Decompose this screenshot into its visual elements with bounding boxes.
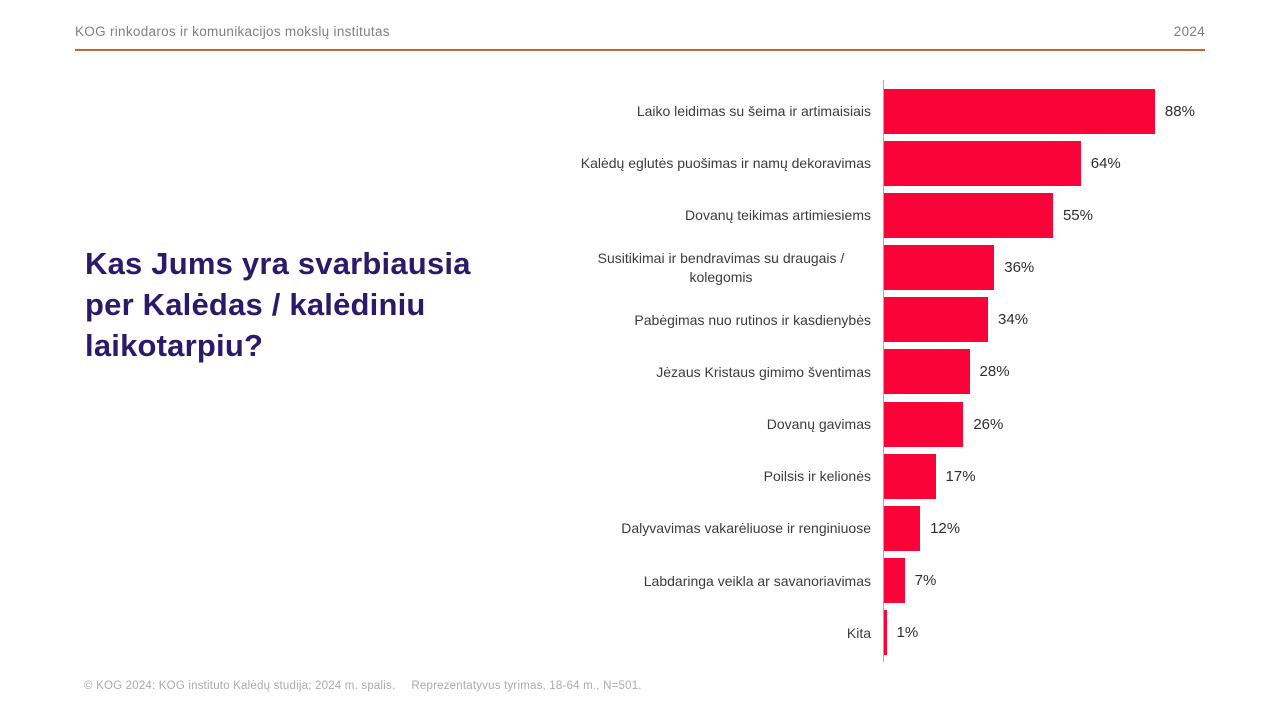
category-label: Kalėdų eglutės puošimas ir namų dekoravimas [580,155,871,172]
bar [883,402,963,447]
category-label-cell [558,363,883,381]
category-label-cell [558,154,883,172]
chart-row [558,607,1218,659]
chart-row [558,502,1218,554]
chart-row [558,555,1218,607]
category-label: Jėzaus Kristaus gimimo šventimas [656,363,871,380]
category-label-cell [558,206,883,224]
chart-row [558,398,1218,450]
bar [883,141,1081,186]
category-label: Kita [846,624,871,641]
chart-row [558,346,1218,398]
bar [883,245,994,290]
value-label: 36% [1004,259,1035,277]
category-label-cell [558,102,883,120]
category-label-cell [558,311,883,329]
bar-chart [558,85,1218,659]
chart-row [558,242,1218,294]
bar [883,89,1155,134]
bar-area [883,294,1218,346]
value-label: 64% [1090,154,1121,172]
value-label: 88% [1164,102,1195,120]
category-label: Poilsis ir kelionės [763,468,871,485]
category-label-cell [558,572,883,590]
category-label: Laiko leidimas su šeima ir artimaisiais [636,102,871,119]
footer [84,680,642,692]
header-rule [75,49,1205,51]
category-label-cell [558,519,883,537]
category-label-cell [558,467,883,485]
axis-line [883,80,884,662]
value-label: 34% [998,311,1029,329]
value-label: 28% [979,363,1010,381]
chart-title: Kas Jums yra svarbiausia per Kalėdas / kalėdiniu laikotarpiu? [85,246,471,364]
footer-sample-label: Reprezentatyvus tyrimas, 18-64 m., N=501. [411,680,642,692]
bar [883,454,936,499]
bar-area [883,607,1218,659]
value-label: 26% [973,415,1004,433]
value-label: 55% [1062,206,1093,224]
value-label: 12% [930,519,961,537]
value-label: 17% [945,467,976,485]
category-label-cell [558,415,883,433]
bar-area [883,502,1218,554]
bar [883,349,970,394]
footer-source-label: © KOG 2024: KOG instituto Kalėdų studija; 2024 m. spalis. [84,680,396,692]
category-label-cell [558,249,883,285]
value-label: 7% [914,572,937,590]
bar-area [883,346,1218,398]
category-label: Dovanų teikimas artimiesiems [685,207,871,224]
bar-area [883,137,1218,189]
bar-area [883,85,1218,137]
bar-area [883,189,1218,241]
bar [883,506,920,551]
category-label: Dalyvavimas vakarėliuose ir renginiuose [621,520,871,537]
chart-row [558,450,1218,502]
chart-row [558,85,1218,137]
chart-row [558,294,1218,346]
bar-area [883,398,1218,450]
bar-area [883,242,1218,294]
category-label: Pabėgimas nuo rutinos ir kasdienybės [634,311,871,328]
category-label-cell [558,624,883,642]
bar-area [883,555,1218,607]
category-label: Susitikimai ir bendravimas su draugais / kolegomis [597,250,845,285]
bar [883,297,988,342]
category-label: Dovanų gavimas [766,416,871,433]
bar [883,558,905,603]
bar [883,193,1053,238]
value-label: 1% [896,624,919,642]
chart-row [558,189,1218,241]
category-label: Labdaringa veikla ar savanoriavimas [643,572,871,589]
header-year-label: 2024 [1173,24,1205,39]
bar-area [883,450,1218,502]
chart-row [558,137,1218,189]
header-institute-label: KOG rinkodaros ir komunikacijos mokslų institutas [75,24,390,39]
header [75,24,1205,39]
